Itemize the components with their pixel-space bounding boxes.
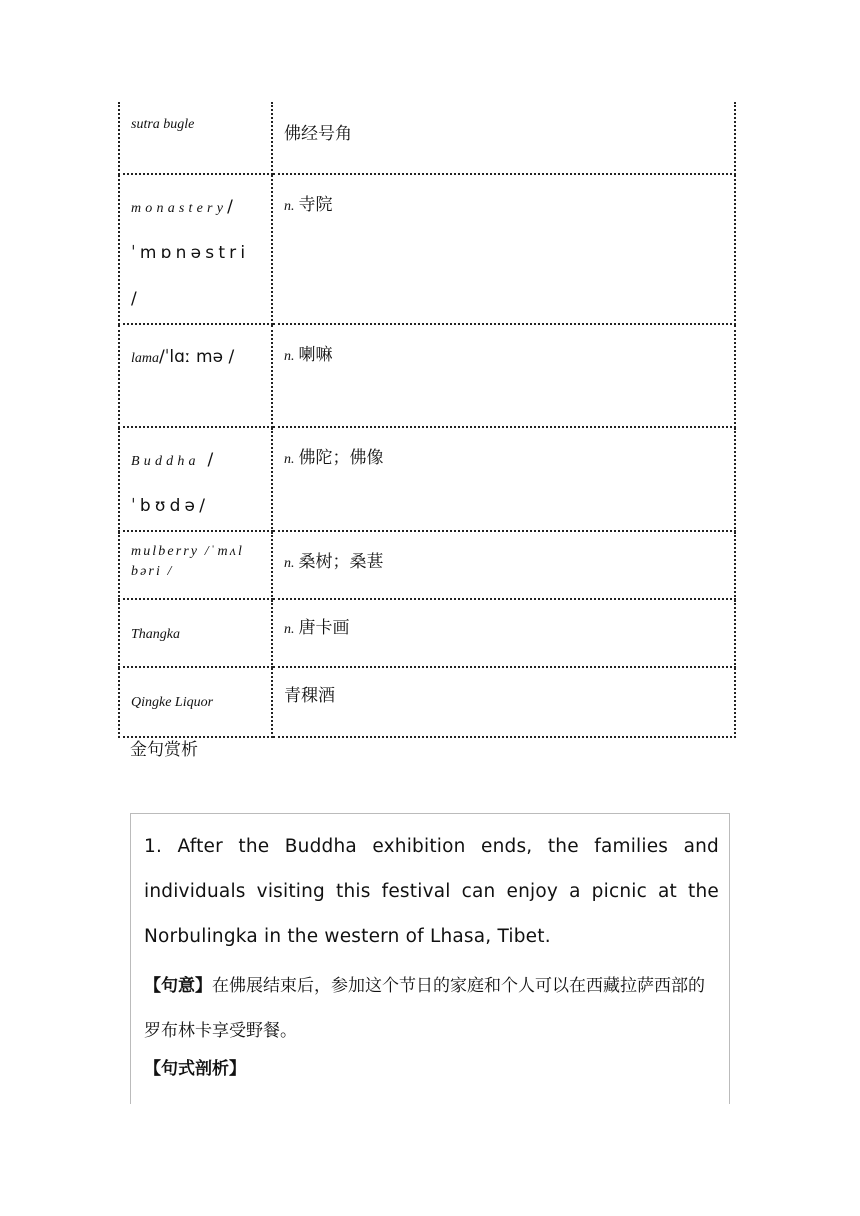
section-heading: 金句赏析 — [130, 740, 198, 760]
vocab-ipa: /ˈlɑː mə / — [159, 347, 235, 367]
vocab-meaning: n. 桑树；桑葚 — [284, 552, 384, 572]
vocab-word: sutra bugle — [131, 117, 195, 132]
vocab-row — [119, 324, 735, 427]
vocab-word: Qingke Liquor — [131, 695, 214, 710]
vocab-meaning: n. 喇嘛 — [284, 345, 333, 365]
meaning-tag: 【句意】 — [144, 976, 212, 996]
vocab-meaning: n. 佛陀；佛像 — [284, 448, 384, 468]
english-sentence: 1. After the Buddha exhibition ends, the families and individuals visiting this festival can enjoy a picnic at the Norbulingka in the western of Lhasa, Tibet. — [144, 836, 719, 947]
vocab-row — [119, 531, 735, 599]
vocab-word: Thangka — [131, 627, 180, 642]
analysis-tag: 【句式剖析】 — [144, 1059, 246, 1079]
vocab-row — [119, 427, 735, 531]
vocab-ipa: /ˈbʊdə/ — [131, 450, 218, 516]
vocab-row — [119, 174, 735, 324]
vocabulary-table — [118, 102, 736, 738]
vocab-word: Buddha /ˈbʊdə/ — [131, 450, 218, 516]
vocab-word: mulberry /ˈmʌl bəri / — [131, 544, 244, 579]
vocab-meaning: 青稞酒 — [284, 686, 335, 706]
vocab-meaning: 佛经号角 — [284, 124, 352, 144]
vocab-word: lama/ˈlɑː mə / — [131, 347, 235, 367]
vocab-row — [119, 599, 735, 667]
sentence-meaning — [144, 964, 719, 1054]
vocab-meaning: n. 唐卡画 — [284, 618, 350, 638]
sentence-analysis-box — [130, 813, 730, 1104]
vocab-meaning: n. 寺院 — [284, 195, 333, 215]
meaning-text: 在佛展结束后，参加这个节日的家庭和个人可以在西藏拉萨西部的罗布林卡享受野餐。 — [144, 976, 705, 1041]
vocab-row — [119, 102, 735, 174]
vocab-row — [119, 667, 735, 737]
vocab-ipa: /ˈmɒnəstri / — [131, 197, 250, 309]
vocab-word: monastery/ˈmɒnəstri / — [131, 197, 250, 309]
